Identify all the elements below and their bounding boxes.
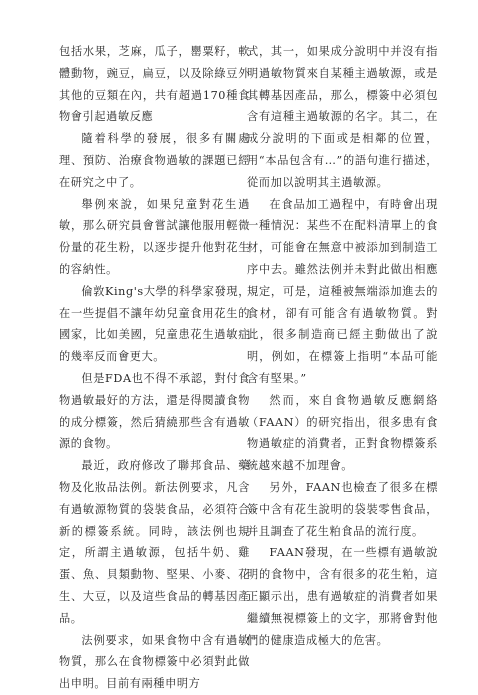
- paragraph: 法例要求，如果食物中含有過敏物質，那么在食物標簽中必須對此做出申明。目前有兩種申明方: [59, 633, 250, 691]
- paragraph: 包括水果，芝麻，瓜子，罌粟籽，軟體動物，豌豆，扁豆，以及除綠豆外其他的豆類在內，共有超過170種食物會引起過敏反應: [59, 45, 250, 124]
- left-column: [59, 41, 250, 695]
- paragraph: 最近，政府修改了聯邦食品、藥物及化妝品法例。新法例要求，凡含有過敏源物質的袋裝食品，必須符合新的標簽系統。同時，該法例也規定，所謂主過敏源，包括牛奶、雞蛋、魚、貝類動物、堅果、小麥、花生、大豆，以及這些食品的轉基因產品。: [59, 459, 250, 625]
- paragraph: 但是FDA也不得不承認，對付食物過敏最好的方法，還是得閱讀食物的成分標簽，然后猜繞那些含有過敏源的食物。: [59, 371, 250, 451]
- paragraph: 然而，來自食物過敏反應網絡（FAAN）的研究指出，很多患有食物過敏症的消費者，正對食物標簽系統越來越不加理會。: [247, 393, 438, 473]
- paragraph: FAAN發現，在一些標有過敏說明的食物中，含有很多的花生粕，這正顯示出，患有過敏症的消費者如果繼續無視標簽上的文字，那將會對他們的健康造成極大的危害。: [247, 546, 438, 647]
- right-column: [247, 41, 438, 651]
- paragraph: 式，其一，如果成分說明中并沒有指明過敏物質來自某種主過敏源，或是其轉基因產品，那么，標簽中必須包含有這種主過敏源的名字。其二，在成分說明的下面或是相鄰的位置，用“本品包含有…”的語句進行描述，從而加以說明其主過敏源。: [247, 45, 438, 189]
- paragraph: 倫敦King's大學的科學家發現，在一些提倡不讓年幼兒童食用花生的國家，比如美國，兒童患花生過敏症的幾率反而會更大。: [59, 284, 250, 364]
- paragraph: 另外，FAAN也檢查了很多在標簽中含有花生說明的袋裝零售食品，并且調查了花生粕食品的流行度。: [247, 480, 438, 538]
- paragraph: 在食品加工過程中，有時會出現一種情況：某些不在配料清單上的食材，可能會在無意中被添加到制造工序中去。雖然法例并未對此做出相應規定，可是，這種被無端添加進去的食材，卻有可能含有過敏物質。對此，很多制造商已經主動做出了說明，例如，在標簽上指明“本品可能含有堅果。”: [247, 197, 438, 385]
- paragraph: 隨着科學的發展，很多有關處理、預防、治療食物過敏的課題已經在研究之中了。: [59, 132, 250, 189]
- paragraph: 舉例來說，如果兒童對花生過敏，那么研究員會嘗試讓他服用輕微份量的花生粉，以逐步提升他對花生的容納性。: [59, 197, 250, 276]
